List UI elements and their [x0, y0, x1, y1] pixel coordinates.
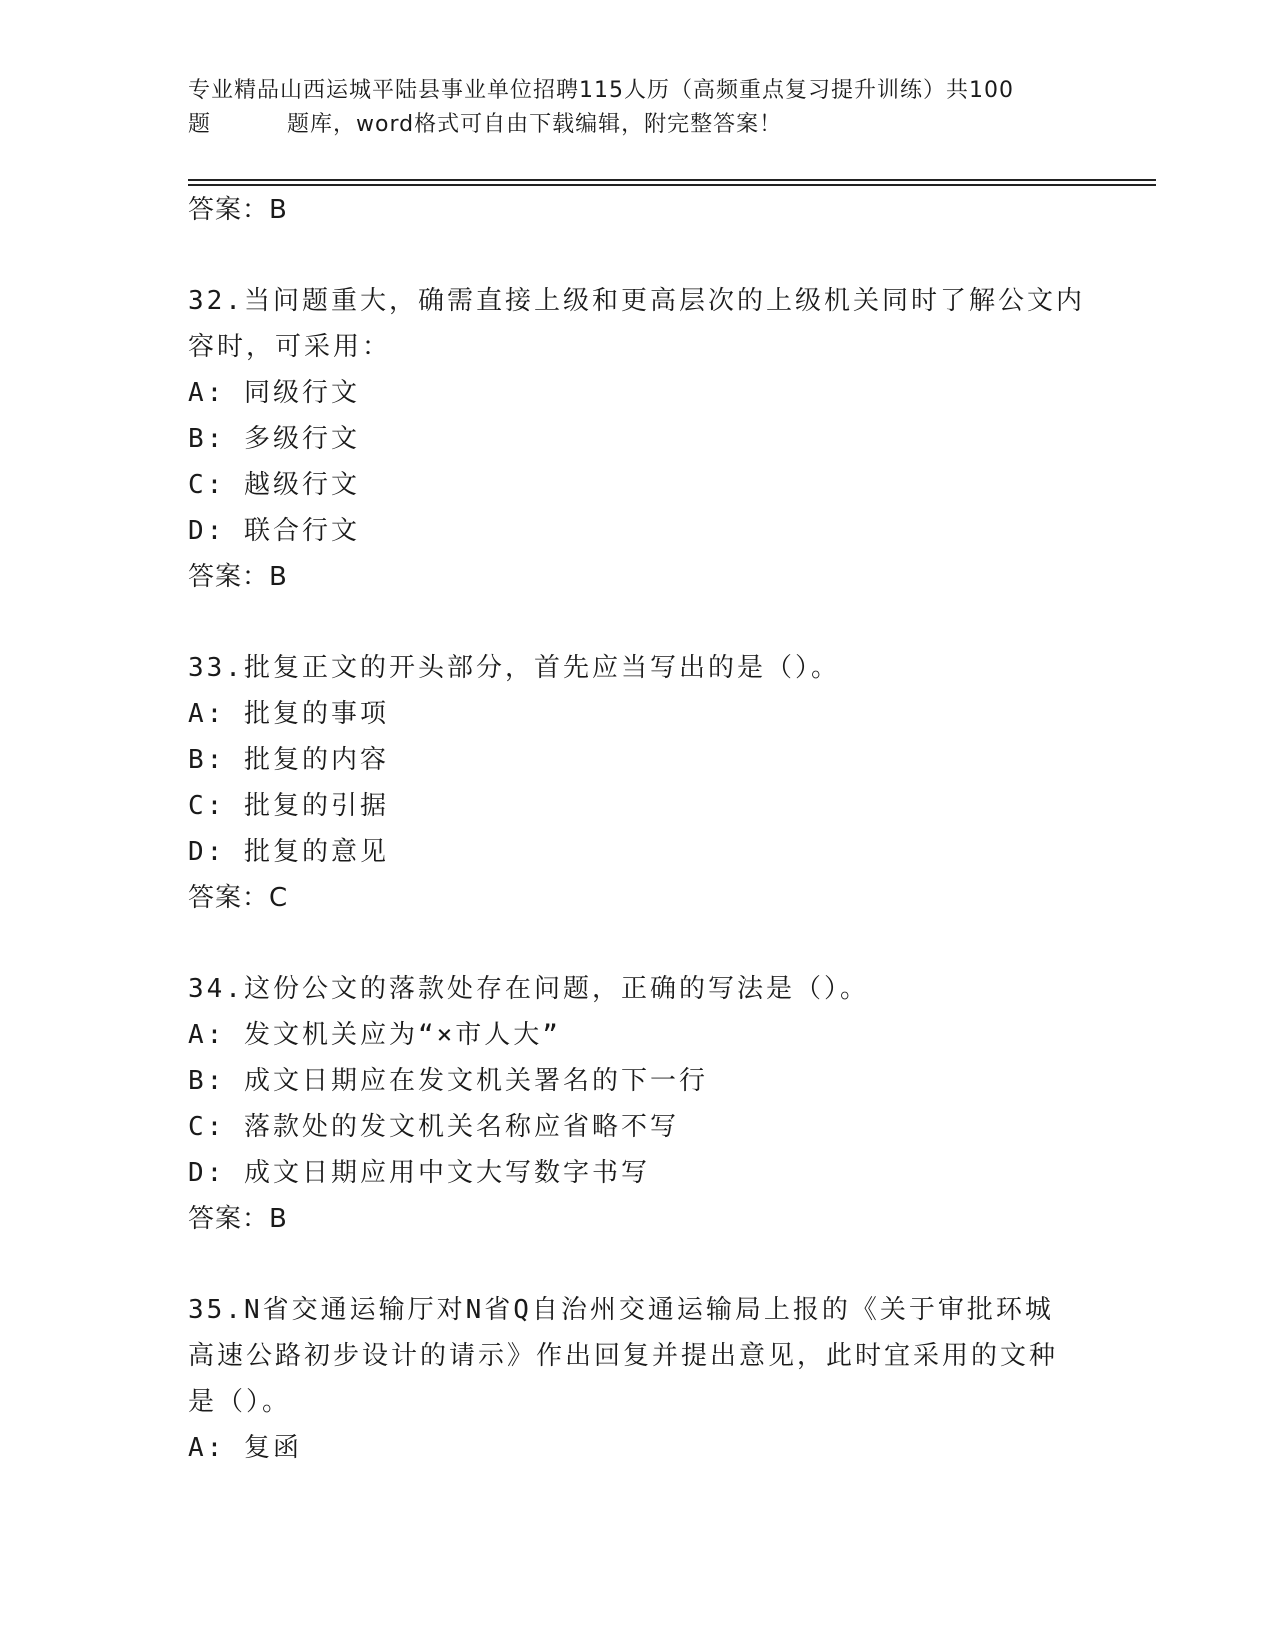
- header-title-line1: 专业精品山西运城平陆县事业单位招聘115人历（高频重点复习提升训练）共100: [188, 78, 1014, 103]
- option-a: A: 批复的事项: [188, 699, 389, 729]
- header-divider-bottom: [188, 184, 1156, 186]
- question-34: [188, 966, 1088, 1242]
- header-divider-top: [188, 179, 1156, 181]
- question-text-line: 容时，可采用：: [188, 332, 392, 362]
- answer: 答案：B: [188, 1204, 288, 1234]
- option-c: C: 批复的引据: [188, 791, 389, 821]
- option-b: B: 批复的内容: [188, 745, 389, 775]
- question-text-line: 33.批复正文的开头部分，首先应当写出的是（）。: [188, 653, 840, 683]
- answer: 答案：C: [188, 883, 289, 913]
- option-c: C: 落款处的发文机关名称应省略不写: [188, 1112, 679, 1142]
- option-a: A: 复函: [188, 1433, 302, 1463]
- answer: 答案：B: [188, 562, 288, 592]
- question-text-line: 是（）。: [188, 1387, 292, 1417]
- option-d: D: 批复的意见: [188, 837, 389, 867]
- question-33: [188, 645, 1088, 921]
- question-text-line: 高速公路初步设计的请示》作出回复并提出意见，此时宜采用的文种: [188, 1341, 1059, 1371]
- option-d: D: 联合行文: [188, 516, 360, 546]
- question-text-line: 35.N省交通运输厅对N省Q自治州交通运输局上报的《关于审批环城: [188, 1295, 1054, 1325]
- header-title-line2-left: 题: [188, 112, 212, 137]
- question-text-line: 34.这份公文的落款处存在问题，正确的写法是（）。: [188, 974, 869, 1004]
- header-title-line2-right: 题库，word格式可自由下载编辑，附完整答案！: [287, 112, 783, 137]
- option-b: B: 成文日期应在发文机关署名的下一行: [188, 1066, 708, 1096]
- option-c: C: 越级行文: [188, 470, 360, 500]
- option-a: A: 同级行文: [188, 378, 360, 408]
- page-header: [188, 74, 1088, 142]
- previous-answer: 答案：B: [188, 195, 288, 225]
- option-b: B: 多级行文: [188, 424, 360, 454]
- question-32: [188, 278, 1088, 600]
- question-35: [188, 1287, 1088, 1471]
- question-text-line: 32.当问题重大，确需直接上级和更高层次的上级机关同时了解公文内: [188, 286, 1085, 316]
- question-list: [188, 187, 1088, 1471]
- option-a: A: 发文机关应为“×市人大”: [188, 1020, 561, 1050]
- header-title-line2: [188, 108, 1088, 142]
- option-d: D: 成文日期应用中文大写数字书写: [188, 1158, 650, 1188]
